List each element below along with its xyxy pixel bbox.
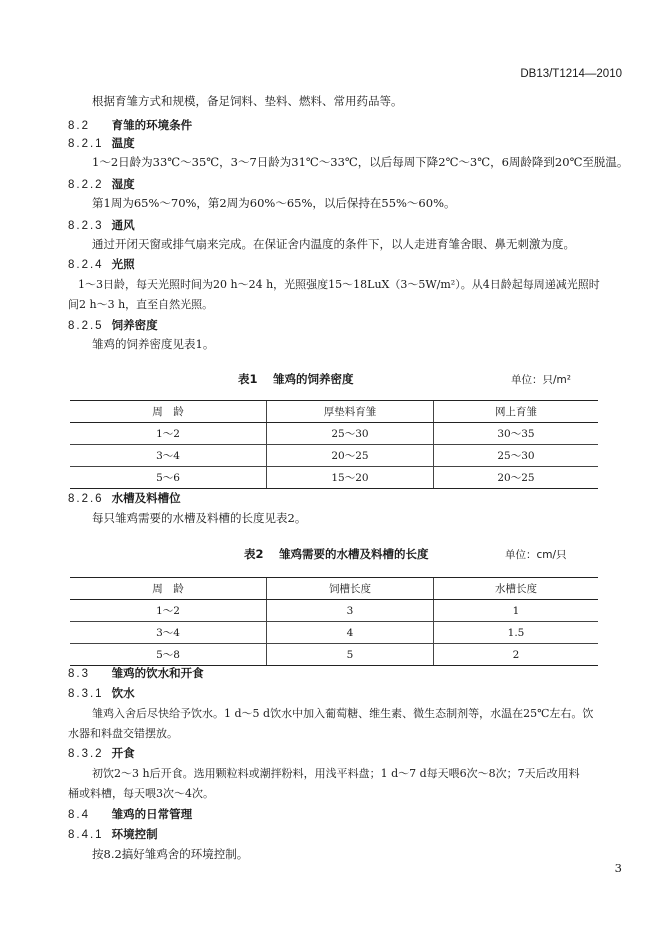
table-cell: 30～35 — [434, 423, 599, 445]
table-row — [70, 600, 598, 622]
section-8-2-5-heading — [68, 317, 158, 333]
section-8-2-6-heading — [68, 490, 181, 506]
section-title: 环境控制 — [111, 827, 158, 841]
section-number: 8.2.3 — [68, 220, 104, 232]
trough-paragraph: 每只雏鸡需要的水槽及料槽的长度见表2。 — [92, 511, 307, 525]
feeding-paragraph-line-2: 桶或料槽，每天喂3次～4次。 — [68, 787, 214, 800]
table-cell: 2 — [434, 644, 599, 666]
table-cell: 5～8 — [70, 644, 267, 666]
section-8-3-2-heading — [68, 745, 135, 761]
table-cell: 5 — [267, 644, 434, 666]
table-cell: 20～25 — [267, 445, 434, 467]
table-cell: 15～20 — [267, 467, 434, 489]
section-8-4-heading — [68, 806, 192, 822]
lighting-paragraph-line-2: 间2 h～3 h，直至自然光照。 — [68, 298, 214, 311]
section-8-2-2-heading — [68, 176, 135, 192]
table-1 — [70, 400, 598, 489]
table-header-row — [70, 401, 598, 423]
page-number: 3 — [614, 861, 622, 875]
intro-paragraph: 根据育雏方式和规模，备足饲料、垫料、燃料、常用药品等。 — [92, 94, 403, 108]
section-title: 雏鸡的日常管理 — [111, 807, 193, 821]
lighting-paragraph-line-1: 1～3日龄，每天光照时间为20 h～24 h，光照强度15～18LuX（3～5W/m²）。从4日龄起每周递减光照时 — [78, 278, 600, 291]
section-8-2-heading — [68, 117, 192, 133]
table-cell: 1～2 — [70, 423, 267, 445]
table-cell: 1.5 — [434, 622, 599, 644]
table-2 — [70, 577, 598, 666]
humidity-paragraph: 第1周为65%～70%，第2周为60%～65%，以后保持在55%～60%。 — [92, 196, 456, 210]
section-title: 育雏的环境条件 — [111, 118, 193, 132]
table-row — [70, 644, 598, 666]
section-8-3-heading — [68, 665, 204, 681]
ventilation-paragraph: 通过开闭天窗或排气扇来完成。在保证舍内温度的条件下，以人走进育雏舍眼、鼻无刺激为度。 — [92, 237, 575, 251]
table-cell: 20～25 — [434, 467, 599, 489]
table-cell: 4 — [267, 622, 434, 644]
section-number: 8.3.1 — [68, 688, 104, 700]
table-1-caption: 表1 雏鸡的饲养密度 — [238, 372, 354, 386]
table-1-unit: 单位：只/m² — [511, 374, 571, 386]
table-cell: 5～6 — [70, 467, 267, 489]
section-number: 8.2.1 — [68, 138, 104, 150]
table-row — [70, 467, 598, 489]
section-title: 水槽及料槽位 — [111, 491, 181, 505]
section-number: 8.2.4 — [68, 259, 104, 271]
table-row — [70, 622, 598, 644]
table-cell: 1～2 — [70, 600, 267, 622]
section-number: 8.3 — [68, 668, 90, 680]
table-cell: 3～4 — [70, 622, 267, 644]
table-cell: 25～30 — [267, 423, 434, 445]
section-title: 光照 — [111, 257, 135, 271]
drinking-paragraph-line-1: 雏鸡入舍后尽快给予饮水。1 d～5 d饮水中加入葡萄糖、维生素、微生态制剂等，水温在25℃左右。饮 — [92, 707, 594, 720]
table-row — [70, 445, 598, 467]
section-title: 饮水 — [111, 686, 135, 700]
table-header-cell: 周 龄 — [70, 578, 267, 600]
section-number: 8.2.2 — [68, 179, 104, 191]
section-title: 湿度 — [111, 177, 135, 191]
drinking-paragraph-line-2: 水器和料盘交错摆放。 — [68, 727, 178, 740]
table-header-cell: 周 龄 — [70, 401, 267, 423]
section-title: 开食 — [111, 746, 135, 760]
table-cell: 3 — [267, 600, 434, 622]
feeding-paragraph-line-1: 初饮2～3 h后开食。选用颗粒料或潮拌粉料，用浅平料盘；1 d～7 d每天喂6次～8次；7天后改用料 — [92, 767, 580, 780]
section-8-3-1-heading — [68, 685, 135, 701]
table-row — [70, 423, 598, 445]
section-title: 雏鸡的饮水和开食 — [111, 666, 204, 680]
density-paragraph: 雏鸡的饲养密度见表1。 — [92, 337, 215, 351]
temperature-paragraph: 1～2日龄为33℃～35℃，3～7日龄为31℃～33℃，以后每周下降2℃～3℃，6周龄降到20℃至脱温。 — [92, 155, 629, 169]
section-8-2-4-heading — [68, 256, 135, 272]
section-number: 8.2.6 — [68, 493, 104, 505]
table-header-cell: 饲槽长度 — [267, 578, 434, 600]
table-header-cell: 厚垫料育雏 — [267, 401, 434, 423]
table-cell: 25～30 — [434, 445, 599, 467]
section-8-2-1-heading — [68, 135, 135, 151]
section-number: 8.4.1 — [68, 829, 104, 841]
table-cell: 3～4 — [70, 445, 267, 467]
table-2-caption: 表2 雏鸡需要的水槽及料槽的长度 — [244, 547, 429, 561]
environment-control-paragraph: 按8.2搞好雏鸡舍的环境控制。 — [92, 847, 249, 861]
section-8-4-1-heading — [68, 826, 158, 842]
section-title: 通风 — [111, 218, 135, 232]
section-number: 8.2.5 — [68, 320, 104, 332]
document-code: DB13/T1214—2010 — [520, 68, 622, 80]
section-number: 8.2 — [68, 120, 90, 132]
section-title: 温度 — [111, 136, 135, 150]
section-number: 8.3.2 — [68, 748, 104, 760]
table-2-unit: 单位：cm/只 — [505, 549, 567, 561]
section-number: 8.4 — [68, 809, 90, 821]
table-cell: 1 — [434, 600, 599, 622]
section-title: 饲养密度 — [111, 318, 158, 332]
table-header-cell: 网上育雏 — [434, 401, 599, 423]
section-8-2-3-heading — [68, 217, 135, 233]
table-header-row — [70, 578, 598, 600]
table-header-cell: 水槽长度 — [434, 578, 599, 600]
